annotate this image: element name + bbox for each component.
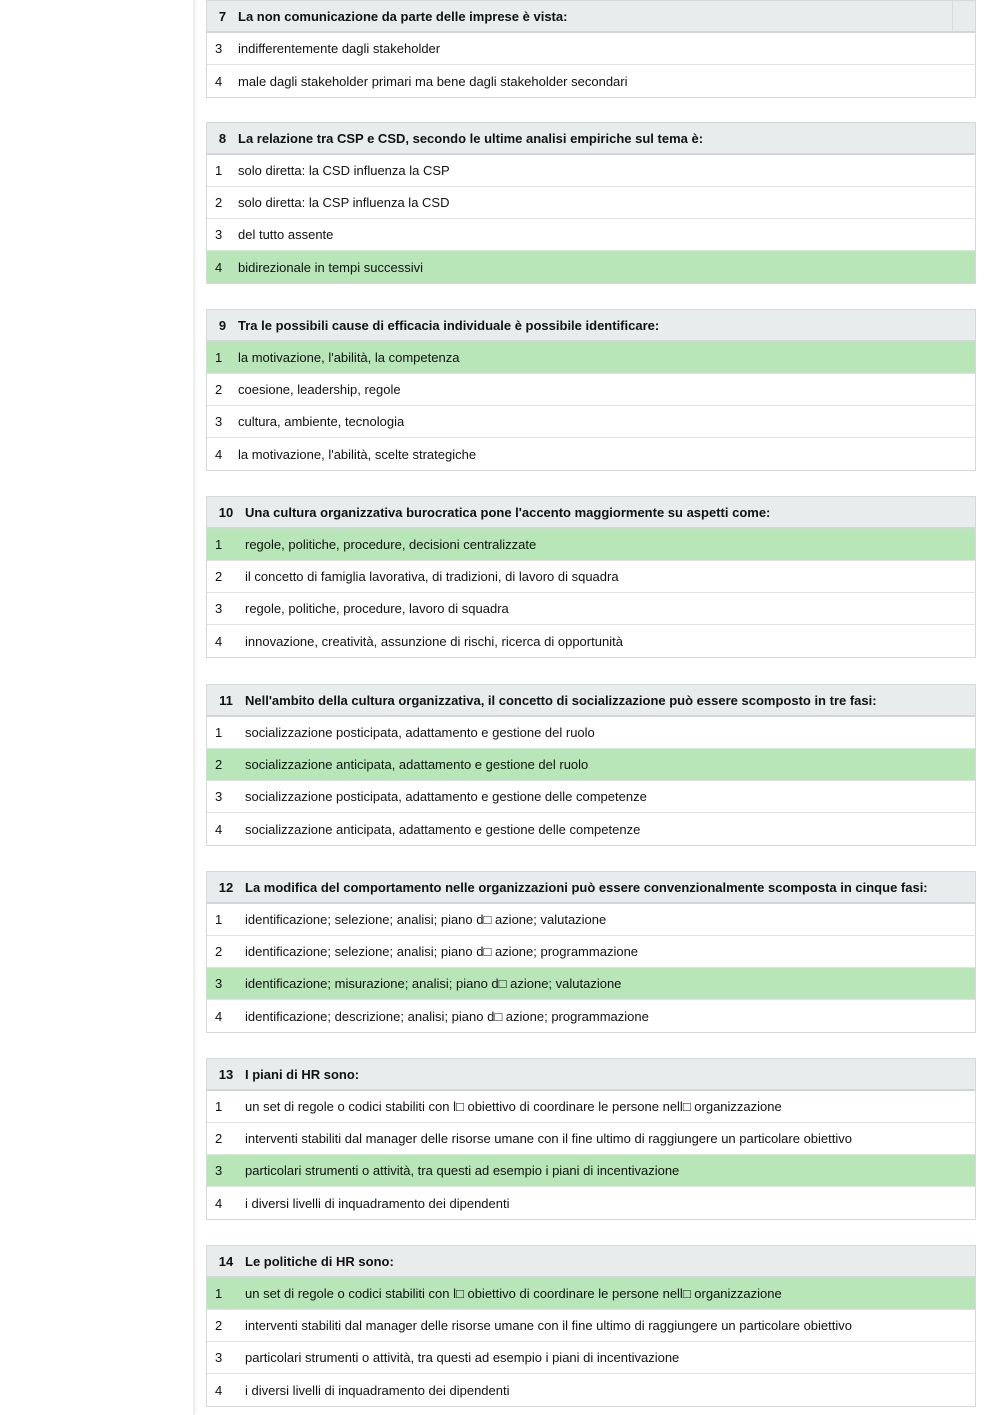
question-number: 10 (218, 504, 234, 520)
option-text: solo diretta: la CSD influenza la CSP (238, 163, 450, 178)
question-text: Tra le possibili cause di efficacia individuale è possibile identificare: (238, 317, 660, 333)
question-header (207, 310, 975, 342)
answer-option-correct (207, 529, 975, 561)
option-text: bidirezionale in tempi successivi (238, 259, 423, 275)
option-number: 4 (215, 446, 223, 462)
option-number: 4 (215, 1008, 223, 1024)
option-text: solo diretta: la CSP influenza la CSD (238, 195, 450, 210)
question-header (207, 123, 975, 155)
answer-option (207, 904, 975, 936)
left-sidebar (0, 0, 194, 1415)
question-header (207, 685, 975, 717)
answer-option (207, 593, 975, 625)
option-text: socializzazione anticipata, adattamento e gestione delle competenze (245, 821, 641, 837)
question-number: 12 (218, 879, 234, 895)
question-text: Nell'ambito della cultura organizzativa, il concetto di socializzazione può essere scomposto in tre fasi: (245, 692, 877, 708)
question-number: 9 (218, 317, 227, 333)
option-number: 1 (215, 1099, 223, 1114)
option-number: 4 (215, 1382, 223, 1398)
option-text: interventi stabiliti dal manager delle risorse umane con il fine ultimo di raggiungere un particolare obiettivo (245, 1131, 852, 1146)
option-number: 2 (215, 1318, 223, 1333)
option-text: identificazione; selezione; analisi; piano d□ azione; programmazione (245, 944, 639, 959)
question-block-14 (206, 1245, 976, 1407)
option-number: 2 (215, 569, 223, 584)
option-text: identificazione; descrizione; analisi; piano d□ azione; programmazione (245, 1008, 649, 1024)
answer-option (207, 155, 975, 187)
question-text: La non comunicazione da parte delle imprese è vista: (238, 8, 568, 24)
question-header (207, 872, 975, 904)
option-text: i diversi livelli di inquadramento dei dipendenti (245, 1195, 510, 1211)
option-text: del tutto assente (238, 227, 334, 242)
question-block-10 (206, 496, 976, 658)
option-text: coesione, leadership, regole (238, 382, 401, 397)
question-number: 13 (218, 1066, 234, 1082)
option-text: la motivazione, l'abilità, la competenza (238, 350, 460, 365)
option-number: 1 (215, 912, 223, 927)
option-text: interventi stabiliti dal manager delle risorse umane con il fine ultimo di raggiungere un particolare obiettivo (245, 1318, 852, 1333)
option-text: cultura, ambiente, tecnologia (238, 414, 405, 429)
option-text: il concetto di famiglia lavorativa, di tradizioni, di lavoro di squadra (245, 569, 619, 584)
answer-option-correct (207, 342, 975, 374)
option-text: indifferentemente dagli stakeholder (238, 41, 441, 56)
option-number: 3 (215, 976, 223, 991)
answer-option (207, 1310, 975, 1342)
option-text: la motivazione, l'abilità, scelte strategiche (238, 446, 477, 462)
option-text: male dagli stakeholder primari ma bene dagli stakeholder secondari (238, 73, 628, 89)
option-text: identificazione; selezione; analisi; piano d□ azione; valutazione (245, 912, 607, 927)
option-text: socializzazione anticipata, adattamento e gestione del ruolo (245, 757, 589, 772)
option-number: 2 (215, 382, 223, 397)
option-number: 3 (215, 601, 223, 616)
answer-option (207, 65, 975, 97)
answer-option (207, 219, 975, 251)
question-block-7 (206, 0, 976, 98)
answer-option (207, 406, 975, 438)
option-text: regole, politiche, procedure, decisioni centralizzate (245, 537, 537, 552)
answer-option (207, 625, 975, 657)
option-number: 4 (215, 1195, 223, 1211)
option-number: 1 (215, 537, 223, 552)
answer-option (207, 1123, 975, 1155)
question-number: 11 (219, 692, 233, 708)
answer-option (207, 1342, 975, 1374)
option-number: 3 (215, 1163, 223, 1178)
option-number: 3 (215, 41, 223, 56)
answer-option (207, 1374, 975, 1406)
answer-option (207, 561, 975, 593)
option-number: 2 (215, 944, 223, 959)
option-text: socializzazione posticipata, adattamento e gestione del ruolo (245, 725, 595, 740)
answer-option-correct (207, 251, 975, 283)
question-number: 7 (218, 8, 227, 24)
question-number: 14 (218, 1253, 234, 1269)
answer-option (207, 33, 975, 65)
option-number: 1 (215, 163, 223, 178)
option-number: 3 (215, 1350, 223, 1365)
option-number: 1 (215, 350, 223, 365)
header-divider (952, 1, 975, 31)
option-number: 1 (215, 1286, 223, 1301)
option-number: 3 (215, 227, 223, 242)
answer-option-correct (207, 749, 975, 781)
option-number: 4 (215, 821, 223, 837)
question-header (207, 1, 975, 33)
option-number: 4 (215, 73, 223, 89)
question-block-8 (206, 122, 976, 284)
answer-option (207, 438, 975, 470)
option-number: 2 (215, 757, 223, 772)
question-number: 8 (218, 130, 227, 146)
answer-option (207, 1187, 975, 1219)
answer-option (207, 936, 975, 968)
question-block-11 (206, 684, 976, 846)
option-number: 3 (215, 414, 223, 429)
question-block-13 (206, 1058, 976, 1220)
answer-option-correct (207, 968, 975, 1000)
question-block-12 (206, 871, 976, 1033)
answer-option (207, 187, 975, 219)
option-number: 2 (215, 195, 223, 210)
option-text: particolari strumenti o attività, tra questi ad esempio i piani di incentivazione (245, 1350, 680, 1365)
option-number: 2 (215, 1131, 223, 1146)
question-text: La relazione tra CSP e CSD, secondo le ultime analisi empiriche sul tema è: (238, 130, 704, 146)
answer-option (207, 374, 975, 406)
answer-option (207, 1091, 975, 1123)
question-text: I piani di HR sono: (245, 1066, 360, 1082)
answer-option (207, 813, 975, 845)
question-header (207, 1246, 975, 1278)
question-block-9 (206, 309, 976, 471)
question-text: Le politiche di HR sono: (245, 1253, 394, 1269)
question-text: Una cultura organizzativa burocratica pone l'accento maggiormente su aspetti come: (245, 504, 771, 520)
option-text: un set di regole o codici stabiliti con l□ obiettivo di coordinare le persone nell□ organizzazione (245, 1099, 782, 1114)
option-text: i diversi livelli di inquadramento dei dipendenti (245, 1382, 510, 1398)
option-number: 3 (215, 789, 223, 804)
answer-option-correct (207, 1155, 975, 1187)
question-header (207, 497, 975, 529)
option-text: innovazione, creatività, assunzione di rischi, ricerca di opportunità (245, 633, 623, 649)
question-header (207, 1059, 975, 1091)
option-number: 4 (215, 633, 223, 649)
answer-option (207, 781, 975, 813)
option-text: regole, politiche, procedure, lavoro di squadra (245, 601, 509, 616)
question-text: La modifica del comportamento nelle organizzazioni può essere convenzionalmente scomposta in cinque fasi: (245, 879, 928, 895)
option-text: identificazione; misurazione; analisi; piano d□ azione; valutazione (245, 976, 622, 991)
option-number: 1 (215, 725, 223, 740)
option-text: socializzazione posticipata, adattamento e gestione delle competenze (245, 789, 647, 804)
answer-option (207, 717, 975, 749)
answer-option (207, 1000, 975, 1032)
answer-option-correct (207, 1278, 975, 1310)
option-number: 4 (215, 259, 223, 275)
option-text: particolari strumenti o attività, tra questi ad esempio i piani di incentivazione (245, 1163, 680, 1178)
option-text: un set di regole o codici stabiliti con l□ obiettivo di coordinare le persone nell□ organizzazione (245, 1286, 782, 1301)
